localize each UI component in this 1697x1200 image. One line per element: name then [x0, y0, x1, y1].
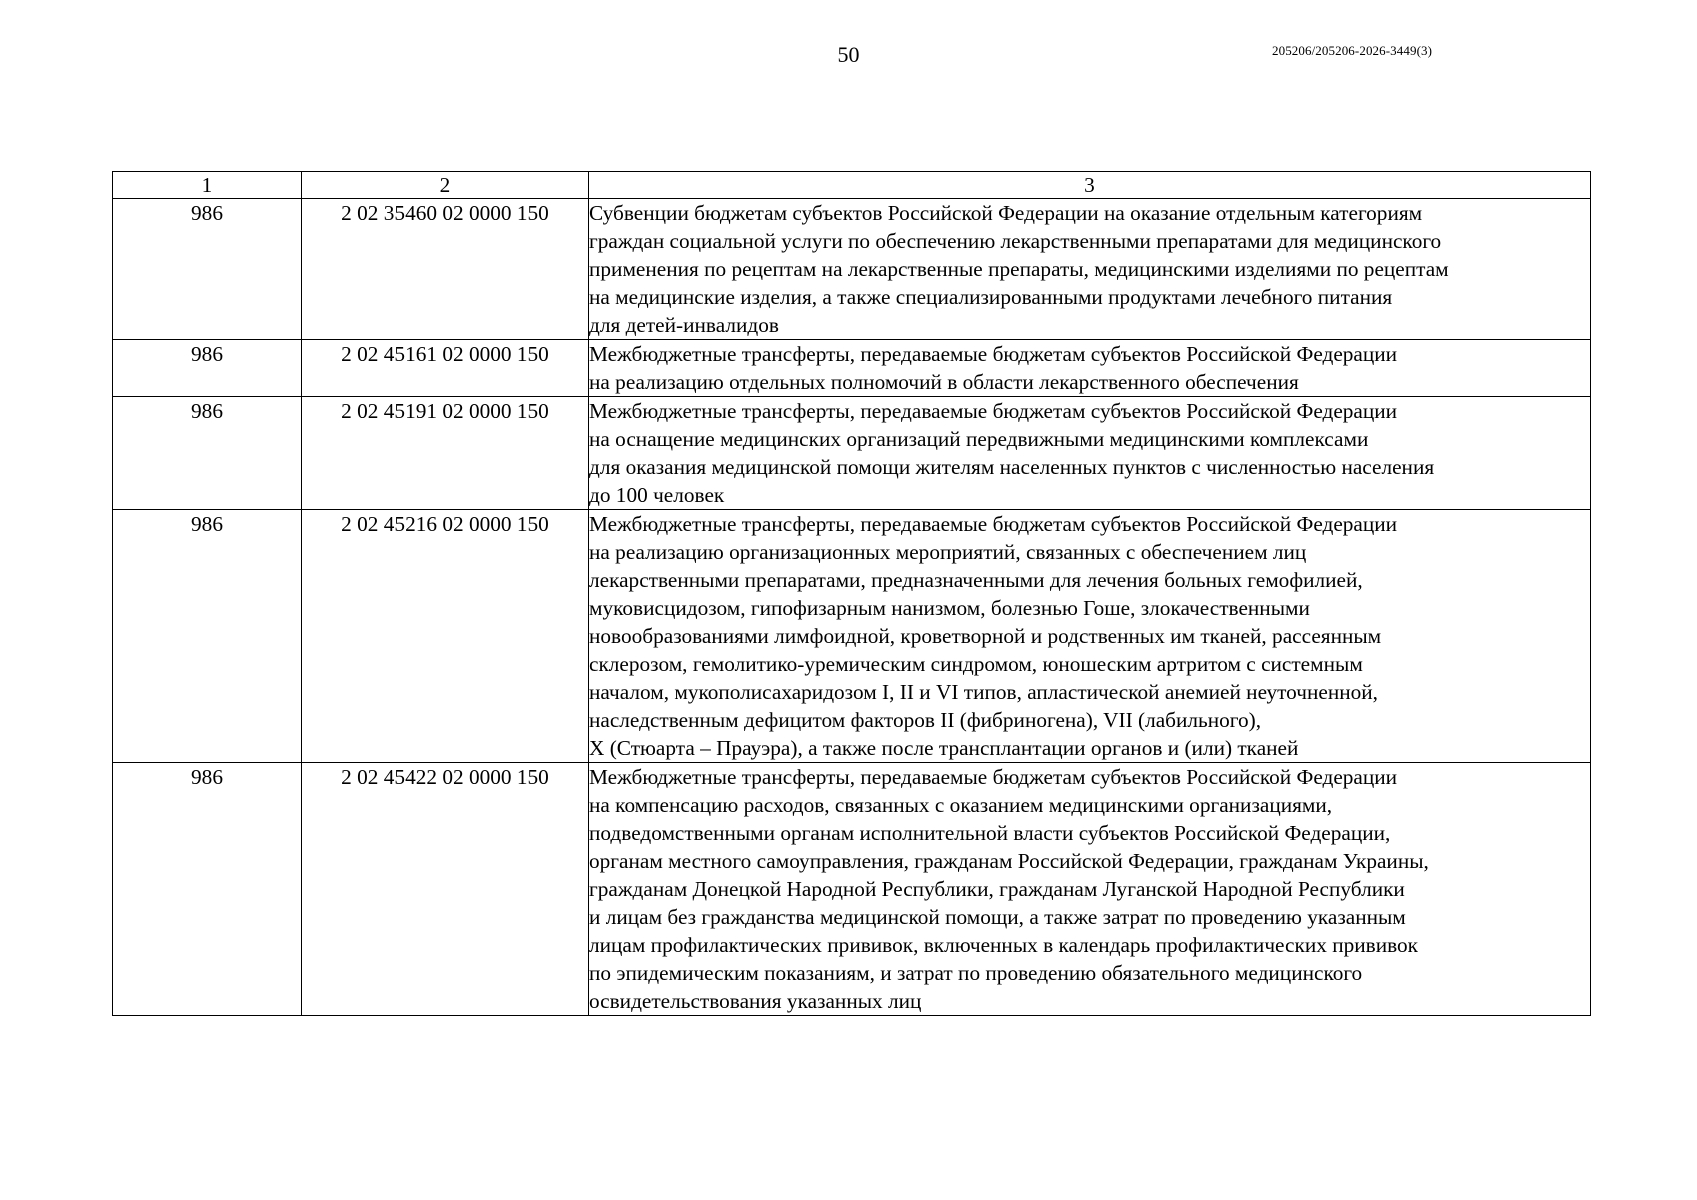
budget-code-cell: 2 02 45422 02 0000 150 — [302, 763, 589, 1016]
description-line: до 100 человек — [589, 483, 725, 507]
table-row — [113, 397, 1591, 510]
table-row — [113, 199, 1591, 340]
table-row — [113, 340, 1591, 397]
description-line: для оказания медицинской помощи жителям населенных пунктов с численностью населения — [589, 455, 1435, 479]
description-line: на оснащение медицинских организаций передвижными медицинскими комплексами — [589, 427, 1369, 451]
description-line: применения по рецептам на лекарственные препараты, медицинскими изделиями по рецептам — [589, 257, 1449, 281]
description-line: лицам профилактических прививок, включенных в календарь профилактических прививок — [589, 933, 1418, 957]
budget-code-cell: 2 02 45191 02 0000 150 — [302, 397, 589, 510]
description-line: Межбюджетные трансферты, передаваемые бюджетам субъектов Российской Федерации — [589, 342, 1398, 366]
budget-codes-table — [112, 171, 1591, 1016]
admin-code-cell: 986 — [113, 397, 302, 510]
description-line: подведомственными органам исполнительной власти субъектов Российской Федерации, — [589, 821, 1391, 845]
description-cell — [589, 510, 1591, 763]
description-line: на медицинские изделия, а также специализированными продуктами лечебного питания — [589, 285, 1393, 309]
description-line: Субвенции бюджетам субъектов Российской Федерации на оказание отдельным категориям — [589, 201, 1423, 225]
description-line: граждан социальной услуги по обеспечению лекарственными препаратами для медицинского — [589, 229, 1442, 253]
description-line: освидетельствования указанных лиц — [589, 989, 922, 1013]
description-cell — [589, 340, 1591, 397]
table-header-row — [113, 172, 1591, 199]
description-line: началом, мукополисахаридозом I, II и VI типов, апластической анемией неуточненной, — [589, 680, 1378, 704]
table-row — [113, 763, 1591, 1016]
description-line: муковисцидозом, гипофизарным нанизмом, болезнью Гоше, злокачественными — [589, 596, 1310, 620]
admin-code-cell: 986 — [113, 199, 302, 340]
table-body — [113, 199, 1591, 1016]
table-row — [113, 510, 1591, 763]
description-line: для детей-инвалидов — [589, 313, 779, 337]
budget-code-cell: 2 02 35460 02 0000 150 — [302, 199, 589, 340]
column-header-3: 3 — [589, 172, 1591, 199]
admin-code-cell: 986 — [113, 340, 302, 397]
description-cell — [589, 199, 1591, 340]
description-line: склерозом, гемолитико-уремическим синдромом, юношеским артритом с системным — [589, 652, 1363, 676]
description-line: на реализацию отдельных полномочий в области лекарственного обеспечения — [589, 370, 1299, 394]
description-line: X (Стюарта – Прауэра), а также после трансплантации органов и (или) тканей — [589, 736, 1299, 760]
admin-code-cell: 986 — [113, 763, 302, 1016]
budget-code-cell: 2 02 45216 02 0000 150 — [302, 510, 589, 763]
admin-code-cell: 986 — [113, 510, 302, 763]
description-cell — [589, 763, 1591, 1016]
description-line: Межбюджетные трансферты, передаваемые бюджетам субъектов Российской Федерации — [589, 399, 1398, 423]
column-header-2: 2 — [302, 172, 589, 199]
description-line: органам местного самоуправления, гражданам Российской Федерации, гражданам Украины, — [589, 849, 1429, 873]
document-code: 205206/205206-2026-3449(3) — [1272, 43, 1433, 58]
description-line: на компенсацию расходов, связанных с оказанием медицинскими организациями, — [589, 793, 1333, 817]
page-number: 50 — [837, 42, 860, 67]
budget-code-cell: 2 02 45161 02 0000 150 — [302, 340, 589, 397]
column-header-1: 1 — [113, 172, 302, 199]
description-line: наследственным дефицитом факторов II (фибриногена), VII (лабильного), — [589, 708, 1262, 732]
description-line: на реализацию организационных мероприятий, связанных с обеспечением лиц — [589, 540, 1307, 564]
description-line: и лицам без гражданства медицинской помощи, а также затрат по проведению указанным — [589, 905, 1406, 929]
description-line: Межбюджетные трансферты, передаваемые бюджетам субъектов Российской Федерации — [589, 512, 1398, 536]
description-line: по эпидемическим показаниям, и затрат по проведению обязательного медицинского — [589, 961, 1363, 985]
description-cell — [589, 397, 1591, 510]
description-line: Межбюджетные трансферты, передаваемые бюджетам субъектов Российской Федерации — [589, 765, 1398, 789]
description-line: гражданам Донецкой Народной Республики, гражданам Луганской Народной Республики — [589, 877, 1405, 901]
description-line: новообразованиями лимфоидной, кроветворной и родственных им тканей, рассеянным — [589, 624, 1382, 648]
description-line: лекарственными препаратами, предназначенными для лечения больных гемофилией, — [589, 568, 1363, 592]
